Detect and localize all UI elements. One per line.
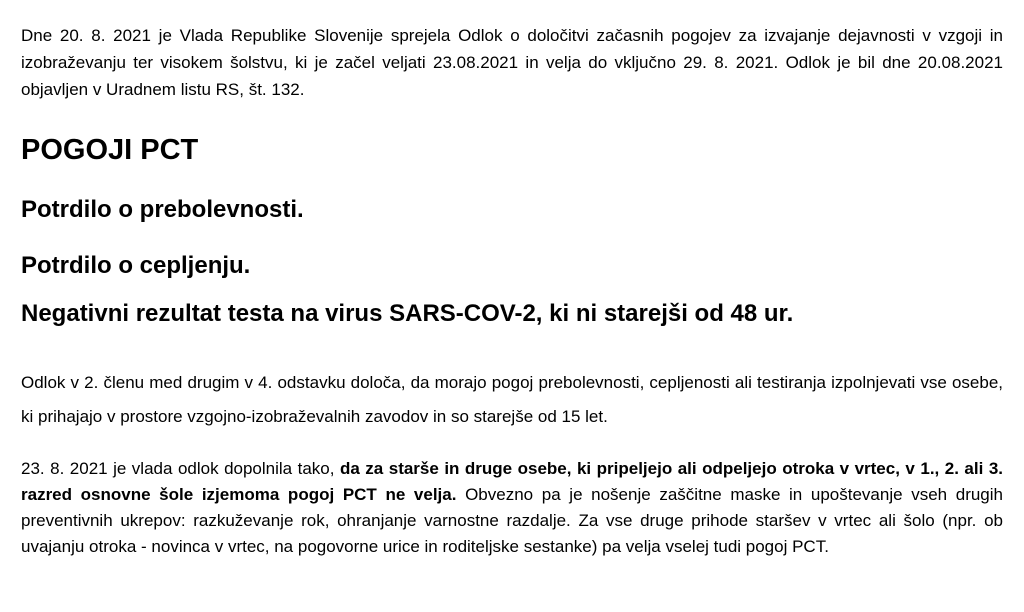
- update-bold-text: da za starše in druge osebe, ki pripeljejo ali odpeljejo otroka v vrtec, v 1., 2. ali 3. razred osnovne šole izjemoma pogoj PCT ne velja.: [21, 459, 1003, 504]
- condition-recovery: Potrdilo o prebolevnosti.: [21, 196, 304, 223]
- section-heading: POGOJI PCT: [21, 134, 199, 166]
- update-rest-text: Obvezno pa je nošenje zaščitne maske in upoštevanje vseh drugih preventivnih ukrepov: razkuževanje rok, ohranjanje varnostne razdalje. Za vse druge prihode staršev v vrtec ali šolo (npr. ob uvajanju otroka - novinca v vrtec, na pogovorne urice in roditeljske sestanke) pa velja vselej tudi pogoj PCT.: [21, 485, 1003, 556]
- update-paragraph: [21, 456, 1003, 560]
- intro-paragraph: Dne 20. 8. 2021 je Vlada Republike Slovenije sprejela Odlok o določitvi začasnih pogojev za izvajanje dejavnosti v vzgoji in izobraževanju ter visokem šolstvu, ki je začel veljati 23.08.2021 in velja do vključno 29. 8. 2021. Odlok je bil dne 20.08.2021 objavljen v Uradnem listu RS, št. 132.: [21, 26, 1003, 99]
- update-intro-text: 23. 8. 2021 je vlada odlok dopolnila tako,: [21, 459, 340, 478]
- article-paragraph: Odlok v 2. členu med drugim v 4. odstavku določa, da morajo pogoj prebolevnosti, cepljenosti ali testiranja izpolnjevati vse osebe, ki prihajajo v prostore vzgojno-izobraževalnih zavodov in so starejše od 15 let.: [21, 373, 1003, 426]
- condition-vaccination: Potrdilo o cepljenju.: [21, 252, 251, 279]
- condition-negative-test: Negativni rezultat testa na virus SARS-COV-2, ki ni starejši od 48 ur.: [21, 300, 794, 327]
